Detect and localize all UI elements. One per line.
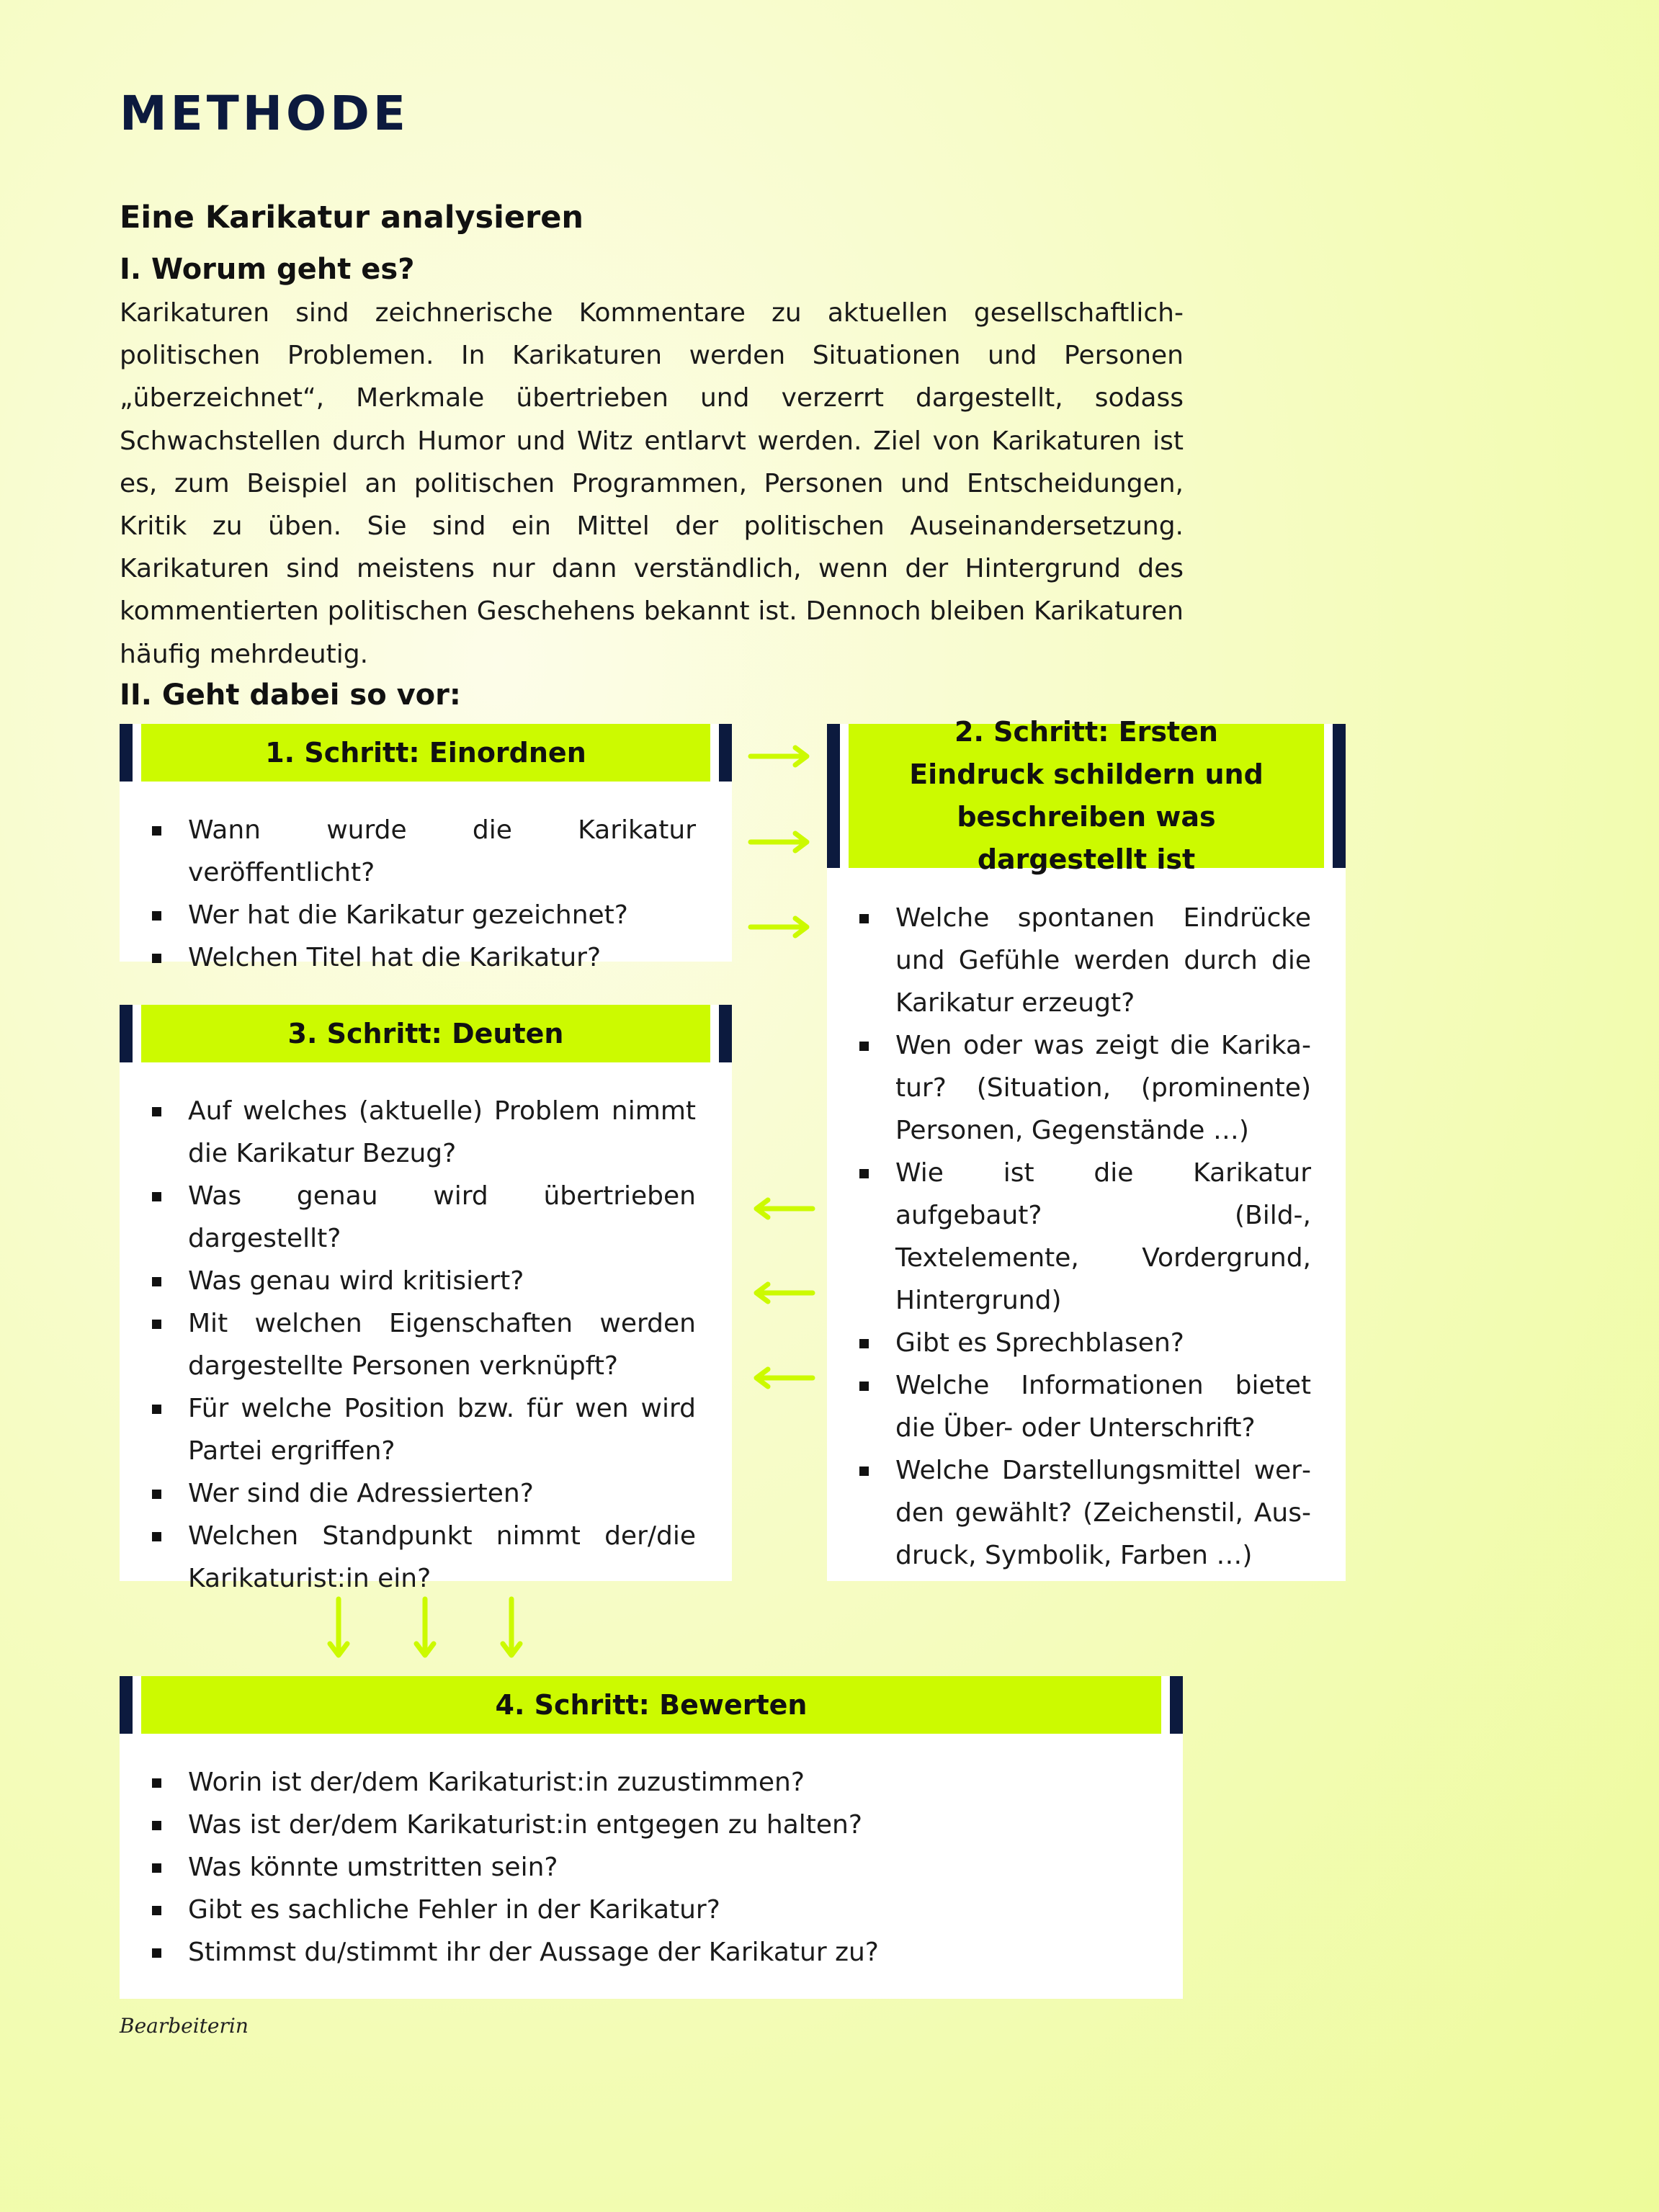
list-item: Für welche Position bzw. für wen wird Partei ergriffen? bbox=[120, 1387, 696, 1472]
arrow-left-icon bbox=[749, 1282, 814, 1304]
credit-line: Bearbeiterin bbox=[120, 2014, 249, 2038]
page-title: Eine Karikatur analysieren bbox=[120, 200, 583, 236]
list-item: Wer sind die Adressierten? bbox=[120, 1472, 696, 1515]
step-4-title: 4. Schritt: Bewerten bbox=[120, 1676, 1183, 1734]
list-item: Welche spontanen Eindrücke und Gefühle werden durch die Karikatur erzeugt? bbox=[827, 897, 1311, 1024]
list-item: Gibt es sachliche Fehler in der Karikatur? bbox=[120, 1889, 1128, 1931]
list-item: Welche Darstellungsmittel werden gewählt? (Zeichenstil, Ausdruck, Symbolik, Farben …) bbox=[827, 1449, 1311, 1577]
list-item: Was könnte umstritten sein? bbox=[120, 1846, 1128, 1889]
section-heading-1: I. Worum geht es? bbox=[120, 253, 415, 286]
list-item: Gibt es Sprechblasen? bbox=[827, 1322, 1311, 1364]
step-2-title: 2. Schritt: Ersten Eindruck schildern und beschreiben was dargestellt ist bbox=[827, 724, 1346, 868]
list-item: Wann wurde die Karikatur veröffentlicht? bbox=[120, 809, 696, 894]
list-item: Welchen Standpunkt nimmt der/die Karikaturist:in ein? bbox=[120, 1515, 696, 1600]
arrow-down-icon bbox=[328, 1598, 349, 1662]
list-item: Stimmst du/stimmt ihr der Aussage der Karikatur zu? bbox=[120, 1931, 1128, 1974]
list-item: Wer hat die Karikatur gezeichnet? bbox=[120, 894, 696, 936]
step-4-box bbox=[120, 1676, 1183, 1999]
step-4-list bbox=[120, 1761, 1128, 1974]
list-item: Mit welchen Eigenschaften werden dargestellte Personen verknüpft? bbox=[120, 1302, 696, 1387]
section-heading-2: II. Geht dabei so vor: bbox=[120, 679, 461, 712]
step-3-box bbox=[120, 1005, 732, 1593]
list-item: Wie ist die Karikatur aufgebaut? (Bild-, Textelemente, Vordergrund, Hintergrund) bbox=[827, 1152, 1311, 1322]
arrow-down-icon bbox=[501, 1598, 522, 1662]
step-3-list bbox=[120, 1090, 696, 1600]
list-item: Worin ist der/dem Karikaturist:in zuzustimmen? bbox=[120, 1761, 1128, 1804]
list-item: Was ist der/dem Karikaturist:in entgegen zu halten? bbox=[120, 1804, 1128, 1846]
list-item: Welche Informationen bietet die Über- oder Unterschrift? bbox=[827, 1364, 1311, 1449]
list-item: Welchen Titel hat die Karikatur? bbox=[120, 936, 696, 979]
arrow-left-icon bbox=[749, 1198, 814, 1219]
arrow-right-icon bbox=[749, 916, 814, 938]
step-1-title: 1. Schritt: Einordnen bbox=[120, 724, 732, 782]
arrow-right-icon bbox=[749, 745, 814, 767]
step-2-list bbox=[827, 897, 1311, 1577]
list-item: Was genau wird übertrieben dargestellt? bbox=[120, 1175, 696, 1260]
arrow-down-icon bbox=[414, 1598, 436, 1662]
step-2-box bbox=[827, 716, 1346, 1581]
step-3-title: 3. Schritt: Deuten bbox=[120, 1005, 732, 1062]
list-item: Auf welches (aktuelle) Problem nimmt die Karikatur Bezug? bbox=[120, 1090, 696, 1175]
intro-paragraph: Karikaturen sind zeichnerische Kommentare zu aktuellen gesellschaftlich-politischen Problemen. In Karikaturen werden Situationen und Personen „überzeichnet“, Merkmale übertrieben und verzerrt dargestellt, sodass Schwachstellen durch Humor und Witz entlarvt werden. Ziel von Karikaturen ist es, zum Beispiel an politischen Programmen, Personen und Entscheidungen, Kritik zu üben. Sie sind ein Mittel der politischen Auseinandersetzung. Karikaturen sind meistens nur dann verständlich, wenn der Hintergrund des kommentierten politischen Geschehens bekannt ist. Dennoch bleiben Karikaturen häufig mehrdeutig. bbox=[120, 298, 1184, 669]
list-item: Wen oder was zeigt die Karikatur? (Situation, (prominente) Personen, Gegenstände …) bbox=[827, 1024, 1311, 1152]
arrow-left-icon bbox=[749, 1367, 814, 1389]
list-item: Was genau wird kritisiert? bbox=[120, 1260, 696, 1302]
step-1-list bbox=[120, 809, 696, 979]
arrow-right-icon bbox=[749, 831, 814, 853]
section-label: METHODE bbox=[120, 86, 409, 141]
step-1-box bbox=[120, 724, 732, 972]
